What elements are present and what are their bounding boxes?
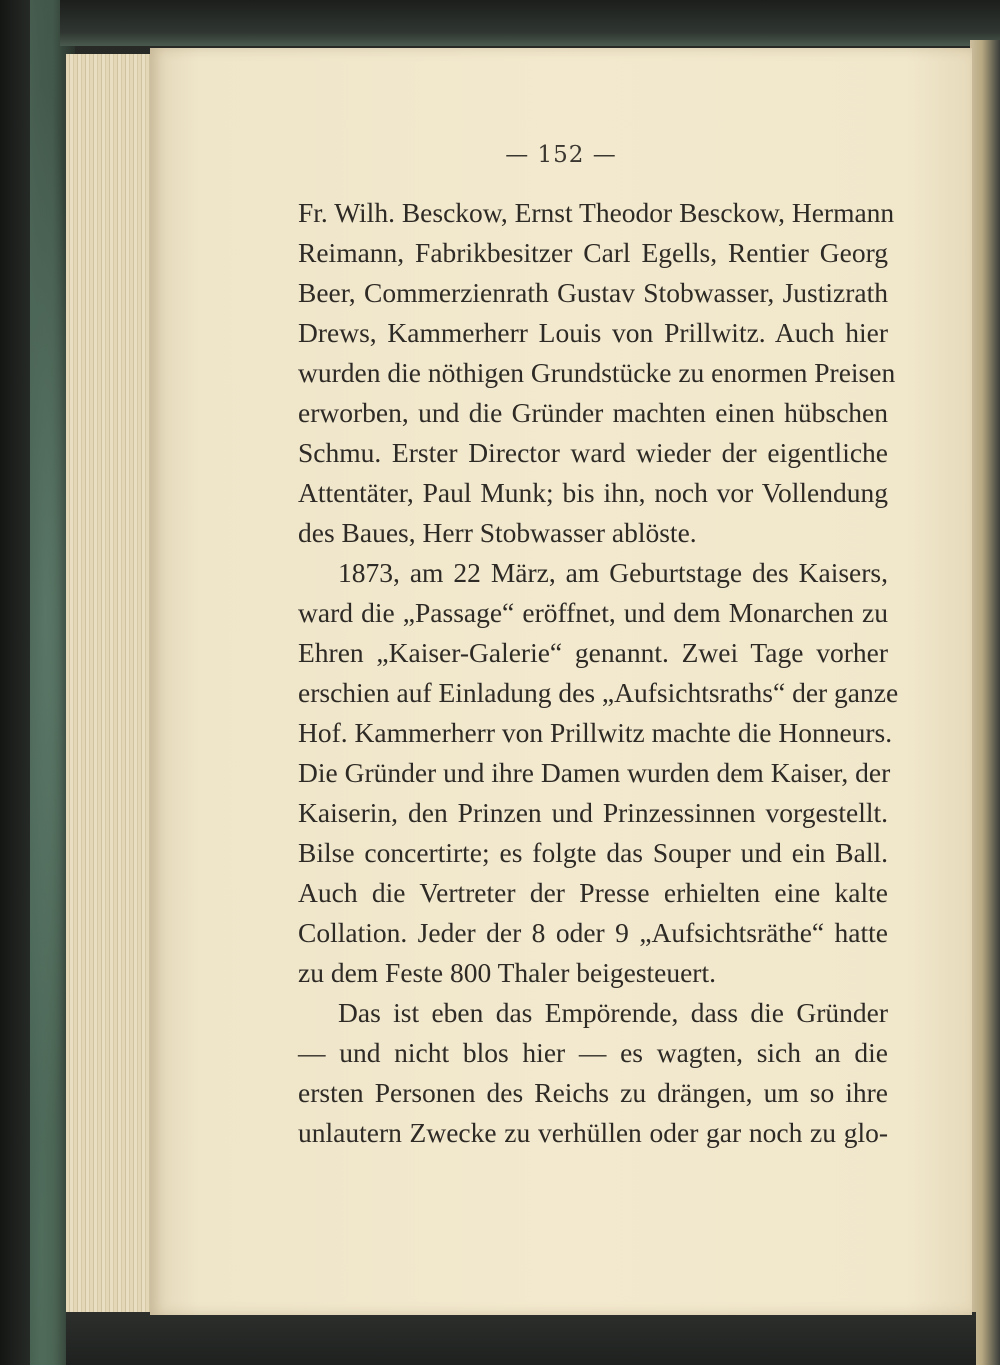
text-line: Auch die Vertreter der Presse erhielten eine kalte: [298, 877, 888, 908]
text-line: Ehren „Kaiser-Galerie“ genannt. Zwei Tage vorher: [298, 637, 888, 668]
text-line: Beer, Commerzienrath Gustav Stobwasser, Justizrath: [298, 277, 888, 308]
text-line: 1873, am 22 März, am Geburtstage des Kaisers,: [338, 557, 888, 588]
text-line: erschien auf Einladung des „Aufsichtsraths“ der ganze: [298, 677, 899, 708]
text-line: Hof. Kammerherr von Prillwitz machte die Honneurs.: [298, 717, 893, 748]
text-line: Drews, Kammerherr Louis von Prillwitz. Auch hier: [298, 317, 888, 348]
text-line: wurden die nöthigen Grundstücke zu enormen Preisen: [298, 357, 896, 388]
text-line: ersten Personen des Reichs zu drängen, um so ihre: [298, 1077, 888, 1108]
text-line: erworben, und die Gründer machten einen hübschen: [298, 397, 888, 428]
text-line: Fr. Wilh. Besckow, Ernst Theodor Besckow, Hermann: [298, 197, 895, 228]
text-line: unlautern Zwecke zu verhüllen oder gar noch zu glo-: [298, 1117, 888, 1148]
bottom-shadow: [66, 1312, 976, 1365]
page-number: — 152 —: [505, 142, 617, 168]
text-line: — und nicht blos hier — es wagten, sich an die: [298, 1037, 888, 1068]
text-line: des Baues, Herr Stobwasser ablöste.: [298, 517, 697, 548]
right-page-edge: [970, 40, 1000, 1365]
text-line: Das ist eben das Empörende, dass die Gründer: [338, 997, 888, 1028]
text-line: Collation. Jeder der 8 oder 9 „Aufsichtsräthe“ hatte: [298, 917, 888, 948]
cover-edge: [0, 0, 30, 1365]
text-line: Schmu. Erster Director ward wieder der eigentliche: [298, 437, 888, 468]
text-line: Attentäter, Paul Munk; bis ihn, noch vor Vollendung: [298, 477, 888, 508]
text-line: Reimann, Fabrikbesitzer Carl Egells, Rentier Georg: [298, 237, 888, 268]
cover-top-edge: [60, 0, 1000, 46]
text-line: Bilse concertirte; es folgte das Souper und ein Ball.: [298, 837, 888, 868]
page-body-text: [298, 193, 899, 1153]
text-line: Die Gründer und ihre Damen wurden dem Kaiser, der: [298, 757, 891, 788]
text-line: Kaiserin, den Prinzen und Prinzessinnen vorgestellt.: [298, 797, 888, 828]
text-line: ward die „Passage“ eröffnet, und dem Monarchen zu: [298, 597, 888, 628]
text-line: zu dem Feste 800 Thaler beigesteuert.: [298, 957, 716, 988]
